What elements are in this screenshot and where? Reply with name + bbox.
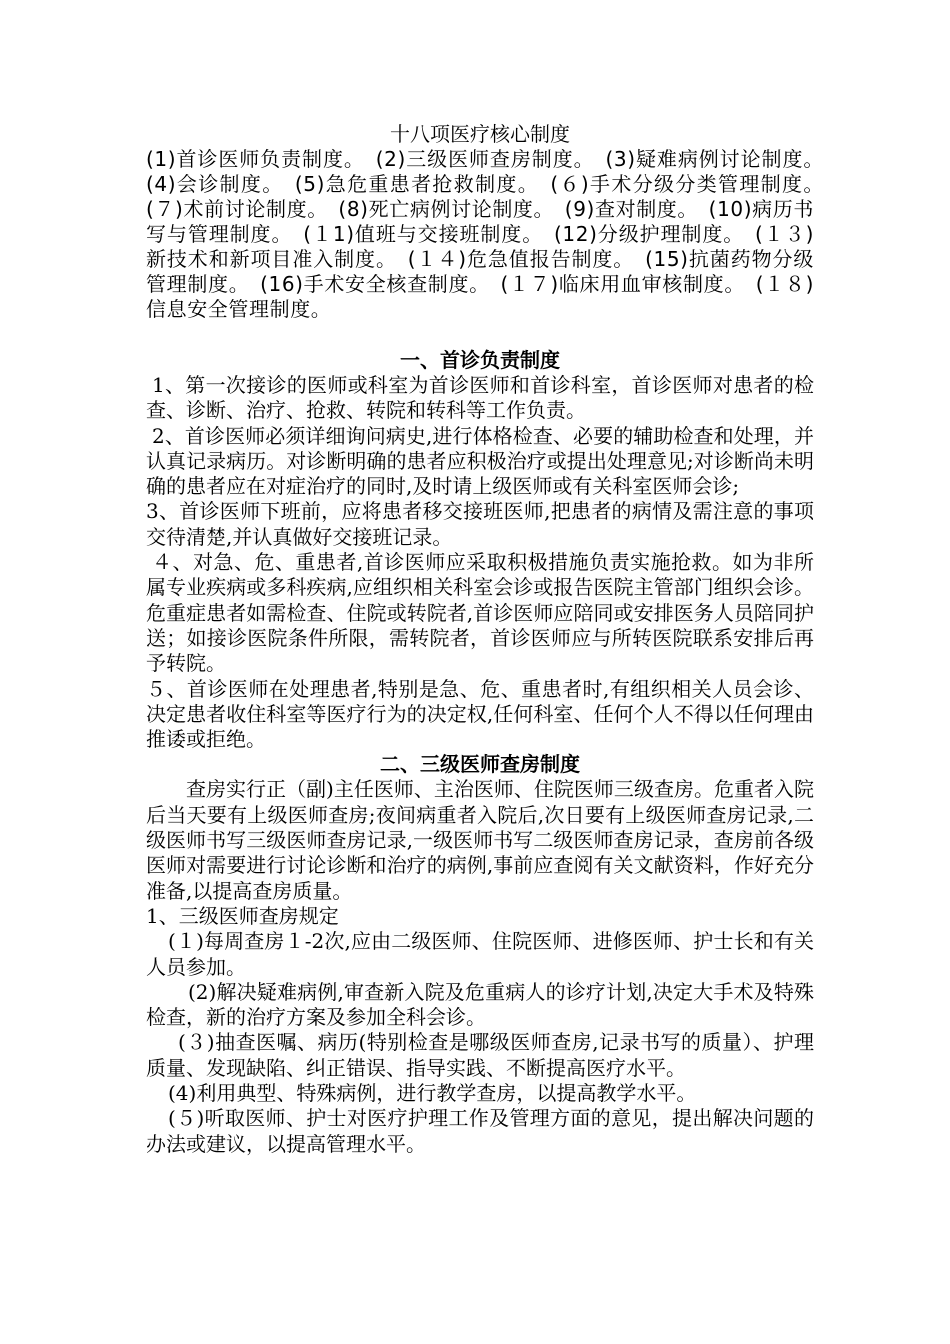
paragraph: 查房实行正（副)主任医师、主治医师、住院医师三级查房。危重者入院后当天要有上级医师查房;夜间病重者入院后,次日要有上级医师查房记录,二级医师书写三级医师查房记录,一级医师书写二级医师查房记录，查房前各级医师对需要进行讨论诊断和治疗的病例,事前应查阅有关文献资料，作好充分准备,以提高查房质量。: [146, 777, 814, 903]
document-title: 十八项医疗核心制度: [390, 122, 570, 146]
paragraph: 3、首诊医师下班前，应将患者移交接班医师,把患者的病情及需注意的事项交待清楚,并认真做好交接班记录。: [146, 499, 814, 549]
section-heading-first-visit: 一、首诊负责制度: [400, 348, 560, 372]
list-item: (2)解决疑难病例,审查新入院及危重病人的诊疗计划,决定大手术及特殊检查，新的治疗方案及参加全科会诊。: [146, 979, 814, 1030]
core-system-list: (1)首诊医师负责制度。 (2)三级医师查房制度。 (3)疑难病例讨论制度。 (4)会诊制度。 (5)急危重患者抢救制度。 (６)手术分级分类管理制度。 (７)术前讨论制度。 (8)死亡病例讨论制度。 (9)查对制度。 (10)病历书写与管理制度。 (１1)值班与交接班制度。 (12)分级护理制度。 (１３)新技术和新项目准入制度。 (１４)危急值报告制度。 (15)抗菌药物分级管理制度。 (16)手术安全核查制度。 (１７)临床用血审核制度。 (１８)信息安全管理制度。: [146, 147, 835, 321]
document-body: [146, 122, 835, 1157]
list-item: (4)利用典型、特殊病例，进行教学查房，以提高教学水平。: [168, 1081, 697, 1106]
list-item: (５)听取医师、护士对医疗护理工作及管理方面的意见，提出解决问题的办法或建议，以提高管理水平。: [146, 1106, 814, 1156]
list-item: (１)每周查房１-2次,应由二级医师、住院医师、进修医师、护士长和有关人员参加。: [146, 929, 814, 979]
section-heading-ward-rounds: 二、三级医师查房制度: [380, 752, 580, 777]
paragraph: 1、第一次接诊的医师或科室为首诊医师和首诊科室，首诊医师对患者的检查、诊断、治疗、抢救、转院和转科等工作负责。: [146, 373, 814, 423]
paragraph: ５、首诊医师在处理患者,特别是急、危、重患者时,有组织相关人员会诊、决定患者收住科室等医疗行为的决定权,任何科室、任何个人不得以任何理由推诿或拒绝。: [146, 676, 814, 752]
subheading: 1、三级医师查房规定: [146, 903, 339, 928]
paragraph: 2、首诊医师必须详细询问病史,进行体格检查、必要的辅助检查和处理，并认真记录病历。对诊断明确的患者应积极治疗或提出处理意见;对诊断尚未明确的患者应在对症治疗的同时,及时请上级医师或有关科室医师会诊;: [146, 423, 814, 499]
paragraph: ４、对急、危、重患者,首诊医师应采取积极措施负责实施抢救。如为非所属专业疾病或多科疾病,应组织相关科室会诊或报告医院主管部门组织会诊。危重症患者如需检查、住院或转院者,首诊医师应陪同或安排医务人员陪同护送；如接诊医院条件所限，需转院者，首诊医师应与所转医院联系安排后再予转院。: [146, 550, 814, 676]
list-item: (３)抽查医嘱、病历(特别检查是哪级医师查房,记录书写的质量）、护理质量、发现缺陷、纠正错误、指导实践、不断提高医疗水平。: [146, 1030, 814, 1080]
blank-line: [146, 322, 814, 348]
